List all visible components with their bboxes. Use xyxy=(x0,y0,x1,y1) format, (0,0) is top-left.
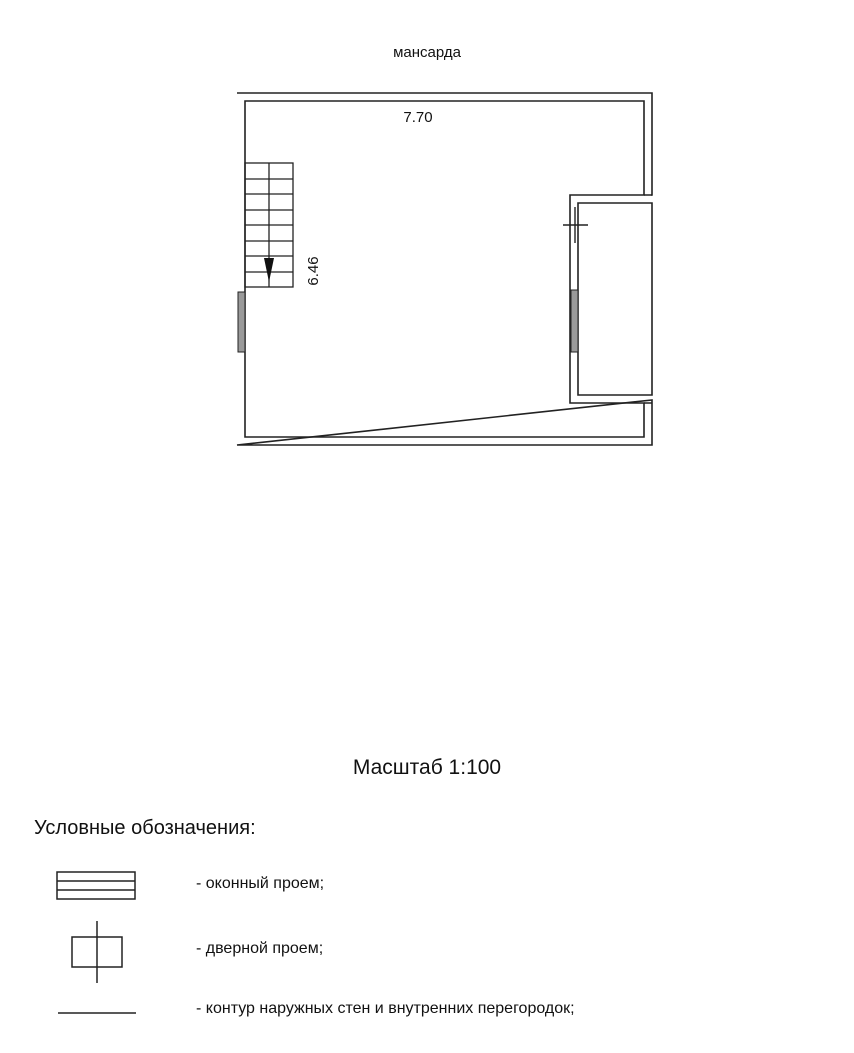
legend-item-door: - дверной проем; xyxy=(196,940,324,957)
scale-label: Масштаб 1:100 xyxy=(352,756,502,779)
legend-item-wall: - контур наружных стен и внутренних перегородок; xyxy=(196,1000,575,1017)
legend-item-window: - оконный проем; xyxy=(196,875,325,892)
plan-title: мансарда xyxy=(393,44,461,61)
window-opening-symbol xyxy=(57,872,135,899)
legend-title: Условные обозначения: xyxy=(34,817,256,839)
height-dimension-label: 6.46 xyxy=(305,256,322,286)
width-dimension-label: 7.70 xyxy=(403,109,433,126)
door-opening-symbol xyxy=(72,921,122,983)
